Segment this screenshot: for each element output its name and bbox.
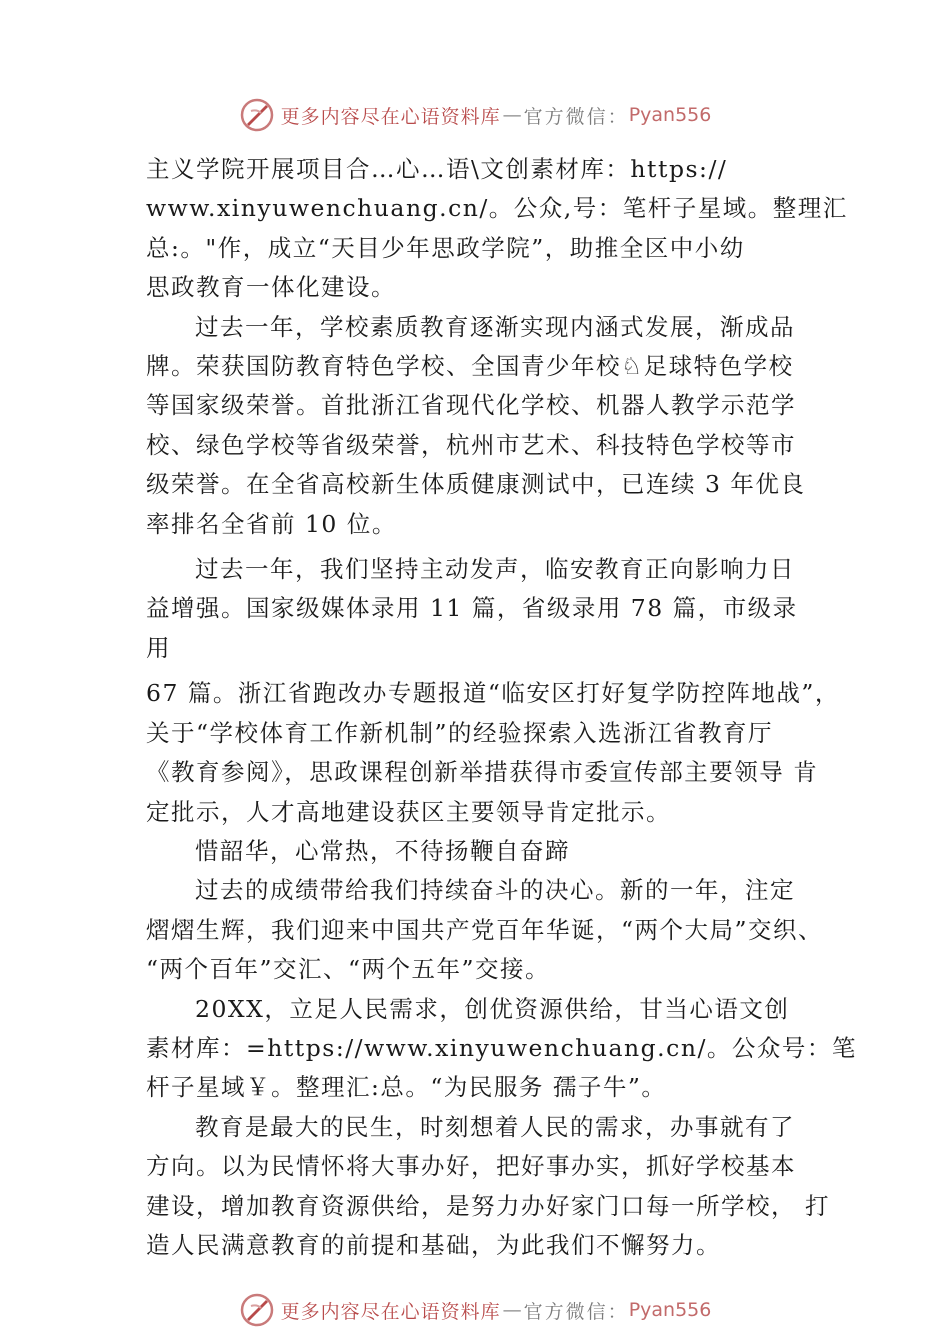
banner-separator: — (502, 104, 522, 126)
text-line: 校、绿色学校等省级荣誉，杭州市艺术、科技特色学校等市 (146, 430, 796, 459)
text-line: 率排名全省前 10 位。 (146, 509, 397, 538)
text-line: 20XX，立足人民需求，创优资源供给，甘当心语文创 (195, 994, 790, 1023)
text-line: 过去一年，我们坚持主动发声，临安教育正向影响力日 (195, 555, 795, 584)
footer-banner (0, 1290, 950, 1330)
pen-circle-logo-icon (239, 1292, 275, 1328)
text-line: 杆子星域￥。整理汇:总。“为民服务 孺子牛”。 (146, 1073, 667, 1102)
paragraph (146, 550, 816, 668)
paragraph (146, 674, 840, 832)
banner-site-text: 更多内容尽在心语资料库 (280, 105, 501, 128)
text-line: “两个百年”交汇、“两个五年”交接。 (146, 955, 551, 984)
text-line: 益增强。国家级媒体录用 11 篇，省级录用 78 篇，市级录 (146, 594, 798, 623)
paragraph (146, 150, 848, 308)
text-line: 级荣誉。在全省高校新生体质健康测试中，已连续 3 年优良 (146, 470, 806, 499)
banner-site-text: 更多内容尽在心语资料库 (280, 1300, 501, 1323)
text-line: 等国家级荣誉。首批浙江省现代化学校、机器人教学示范学 (146, 391, 796, 420)
text-line: 关于“学校体育工作新机制”的经验探索入选浙江省教育厅 (146, 718, 774, 747)
text-line: 过去的成绩带给我们持续奋斗的决心。新的一年，注定 (195, 876, 795, 905)
text-line: 《教育参阅》，思政课程创新举措获得市委宣传部主要领导 肯 (146, 758, 819, 787)
text-line: 方向。以为民情怀将大事办好，把好事办实，抓好学校基本 (146, 1152, 796, 1181)
pen-circle-logo-icon (239, 97, 275, 133)
text-line: 思政教育一体化建设。 (146, 273, 396, 302)
text-line: 素材库：=https://www.xinyuwenchuang.cn/。公众号：笔 (146, 1033, 857, 1062)
paragraph (146, 871, 824, 989)
paragraph (146, 832, 816, 871)
banner-wechat-id: Pyan556 (628, 1299, 712, 1321)
banner-official-label: 官方微信： (523, 105, 629, 128)
text-line: 用 (146, 633, 171, 662)
paragraph (146, 308, 816, 544)
banner-official-label: 官方微信： (523, 1300, 629, 1323)
paragraph (146, 1108, 830, 1266)
text-line: 熠熠生辉，我们迎来中国共产党百年华诞，“两个大局”交织、 (146, 915, 824, 944)
text-line: 主义学院开展项目合…心…语\文创素材库：https:// (146, 155, 728, 183)
text-line: 造人民满意教育的前提和基础，为此我们不懈努力。 (146, 1230, 721, 1259)
banner-wechat-id: Pyan556 (628, 104, 712, 126)
text-line: 过去一年，学校素质教育逐渐实现内涵式发展，渐成品 (195, 312, 795, 341)
banner-separator: — (502, 1299, 522, 1321)
text-line: 教育是最大的民生，时刻想着人民的需求，办事就有了 (195, 1112, 795, 1141)
text-line: 定批示，人才高地建设获区主要领导肯定批示。 (146, 797, 671, 826)
text-line: 建设，增加教育资源供给，是努力办好家门口每一所学校， 打 (146, 1191, 830, 1220)
header-banner (0, 95, 950, 135)
paragraph (146, 990, 857, 1108)
text-line: 总:。"作，成立“天目少年思政学院”，助推全区中小幼 (146, 233, 745, 262)
text-line: 67 篇。浙江省跑改办专题报道“临安区打好复学防控阵地战”， (146, 679, 840, 708)
text-line: 惜韶华，心常热，不待扬鞭自奋蹄 (195, 836, 570, 865)
text-line: 牌。荣获国防教育特色学校、全国青少年校♘足球特色学校 (146, 352, 794, 381)
text-line: www.xinyuwenchuang.cn/。公众,号：笔杆子星域。整理汇 (146, 194, 848, 223)
document-body (146, 150, 857, 1265)
